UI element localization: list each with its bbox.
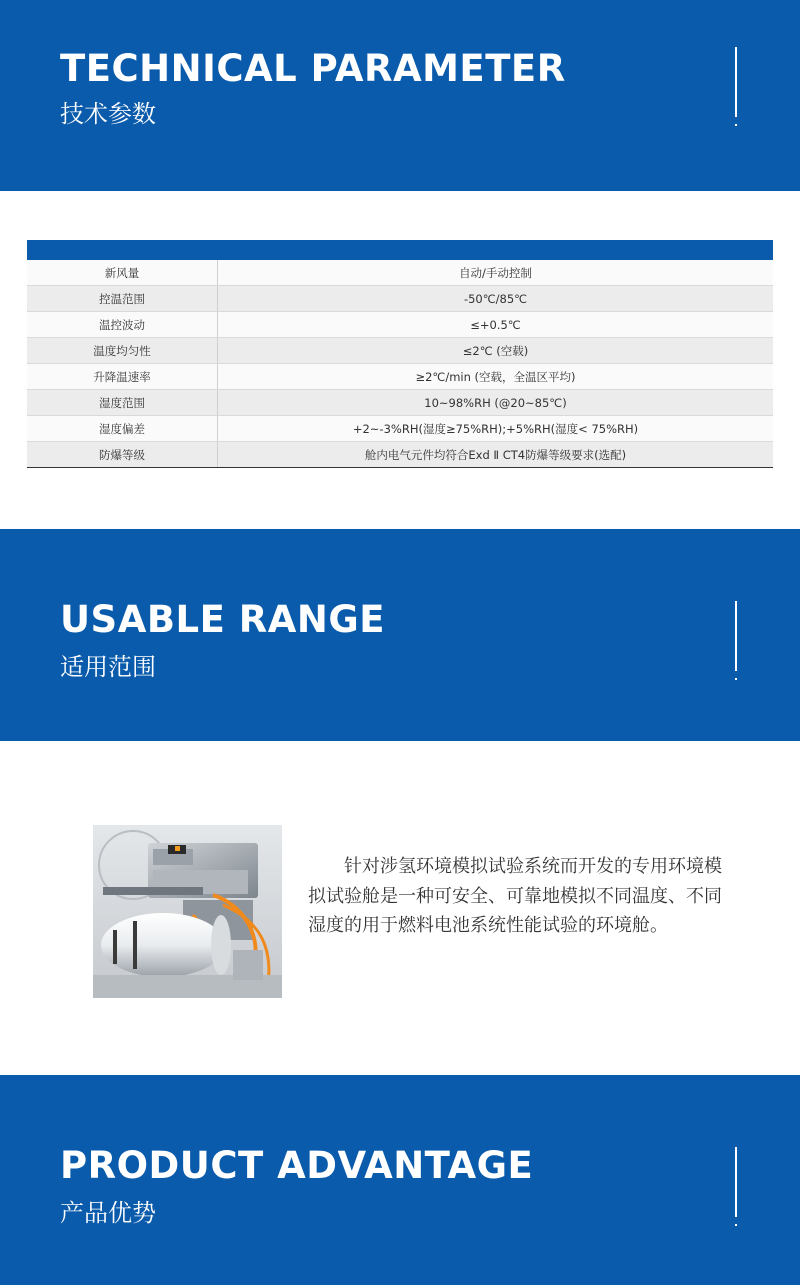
param-label: 升降温速率 bbox=[27, 364, 218, 390]
usable-range-title: USABLE RANGE bbox=[60, 598, 385, 641]
table-row bbox=[27, 390, 773, 416]
param-value: ≤+0.5℃ bbox=[218, 312, 774, 338]
param-label: 控温范围 bbox=[27, 286, 218, 312]
param-value: 舱内电气元件均符合Exd Ⅱ CT4防爆等级要求(选配) bbox=[218, 442, 774, 468]
param-value: +2~-3%RH(湿度≥75%RH);+5%RH(湿度< 75%RH) bbox=[218, 416, 774, 442]
decorative-dot bbox=[735, 124, 737, 126]
param-label: 湿度范围 bbox=[27, 390, 218, 416]
decorative-dot bbox=[735, 678, 737, 680]
usable-range-subtitle: 适用范围 bbox=[60, 653, 156, 681]
decorative-dot bbox=[735, 1224, 737, 1226]
table-row bbox=[27, 286, 773, 312]
param-value: 10~98%RH (@20~85℃) bbox=[218, 390, 774, 416]
table-row bbox=[27, 312, 773, 338]
param-value: ≤2℃ (空载) bbox=[218, 338, 774, 364]
table-row bbox=[27, 442, 773, 468]
param-value: ≥2℃/min (空载，全温区平均) bbox=[218, 364, 774, 390]
table-header-bar bbox=[27, 240, 773, 260]
table-row bbox=[27, 416, 773, 442]
product-advantage-title: PRODUCT ADVANTAGE bbox=[60, 1144, 534, 1187]
usable-range-banner bbox=[0, 529, 800, 741]
technical-parameter-table bbox=[27, 240, 773, 468]
param-label: 温控波动 bbox=[27, 312, 218, 338]
product-advantage-subtitle: 产品优势 bbox=[60, 1199, 156, 1227]
technical-parameter-title: TECHNICAL PARAMETER bbox=[60, 47, 566, 90]
decorative-vertical-line bbox=[735, 47, 737, 117]
param-label: 湿度偏差 bbox=[27, 416, 218, 442]
table-row bbox=[27, 364, 773, 390]
param-value: -50℃/85℃ bbox=[218, 286, 774, 312]
table-row bbox=[27, 260, 773, 286]
decorative-vertical-line bbox=[735, 1147, 737, 1217]
param-value: 自动/手动控制 bbox=[218, 260, 774, 286]
usable-range-description: 针对涉氢环境模拟试验系统而开发的专用环境模拟试验舱是一种可安全、可靠地模拟不同温度、不同湿度的用于燃料电池系统性能试验的环境舱。 bbox=[308, 856, 722, 936]
fuel-cell-system-image bbox=[93, 825, 282, 998]
decorative-vertical-line bbox=[735, 601, 737, 671]
product-advantage-banner bbox=[0, 1075, 800, 1285]
technical-parameter-banner bbox=[0, 0, 800, 191]
param-label: 防爆等级 bbox=[27, 442, 218, 468]
param-label: 温度均匀性 bbox=[27, 338, 218, 364]
technical-parameter-subtitle: 技术参数 bbox=[60, 100, 156, 128]
param-label: 新风量 bbox=[27, 260, 218, 286]
table-row bbox=[27, 338, 773, 364]
